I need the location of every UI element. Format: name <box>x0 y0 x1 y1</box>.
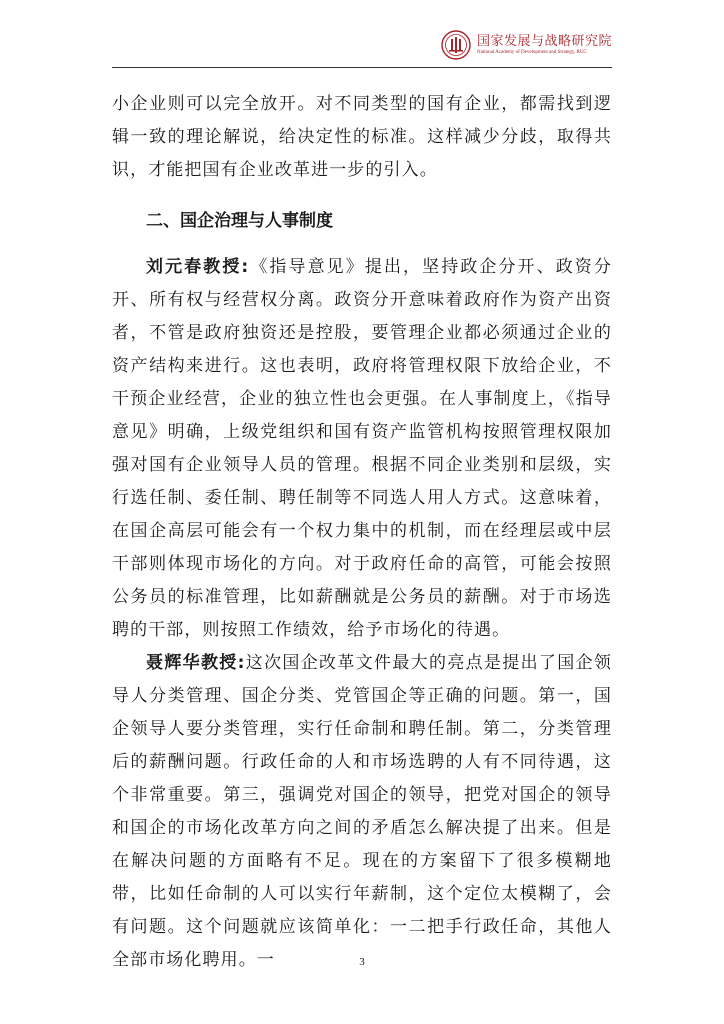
page-header <box>112 24 612 68</box>
speech-paragraph <box>112 647 612 977</box>
seal-icon <box>441 30 471 60</box>
speech-text: 《指导意见》提出，坚持政企分开、政资分开、所有权与经营权分离。政资分开意味着政府作为资产出资者，不管是政府独资还是控股，要管理企业都必须通过企业的资产结构来进行。这也表明，政府将管理权限下放给企业，不干预企业经营，企业的独立性也会更强。在人事制度上，《指导意见》明确，上级党组织和国有资产监管机构按照管理权限加强对国有企业领导人员的管理。根据不同企业类别和层级，实行选任制、委任制、聘任制等不同选人用人方式。这意味着，在国企高层可能会有一个权力集中的机制，而在经理层或中层干部则体现市场化的方向。对于政府任命的高管，可能会按照公务员的标准管理，比如薪酬就是公务员的薪酬。对于市场选聘的干部，则按照工作绩效，给予市场化的待遇。 <box>112 257 612 640</box>
section-heading: 二、国企治理与人事制度 <box>146 211 333 231</box>
logo-english-name: National Academy of Development and Strategy, RUC <box>476 50 587 55</box>
document-body <box>112 88 612 977</box>
page-number: 3 <box>359 956 365 968</box>
paragraph-continuation: 小企业则可以完全放开。对不同类型的国有企业，都需找到逻辑一致的理论解说，给决定性的标准。这样减少分歧，取得共识，才能把国有企业改革进一步的引入。 <box>112 94 612 180</box>
speaker-name: 聂辉华教授: <box>146 653 246 673</box>
speech-paragraph <box>112 251 612 647</box>
institute-logo <box>441 28 612 62</box>
speech-text: 这次国企改革文件最大的亮点是提出了国企领导人分类管理、国企分类、党管国企等正确的问题。第一，国企领导人要分类管理，实行任命制和聘任制。第二，分类管理后的薪酬问题。行政任命的人和市场选聘的人有不同待遇，这个非常重要。第三，强调党对国企的领导，把党对国企的领导和国企的市场化改革方向之间的矛盾怎么解决提了出来。但是在解决问题的方面略有不足。现在的方案留下了很多模糊地带，比如任命制的人可以实行年薪制，这个定位太模糊了，会有问题。这个问题就应该简单化：一二把手行政任命，其他人全部市场化聘用。一 <box>112 653 613 970</box>
speaker-name: 刘元春教授: <box>146 257 250 277</box>
logo-chinese-name: 国家发展与战略研究院 <box>476 34 612 49</box>
header-divider <box>112 67 612 68</box>
